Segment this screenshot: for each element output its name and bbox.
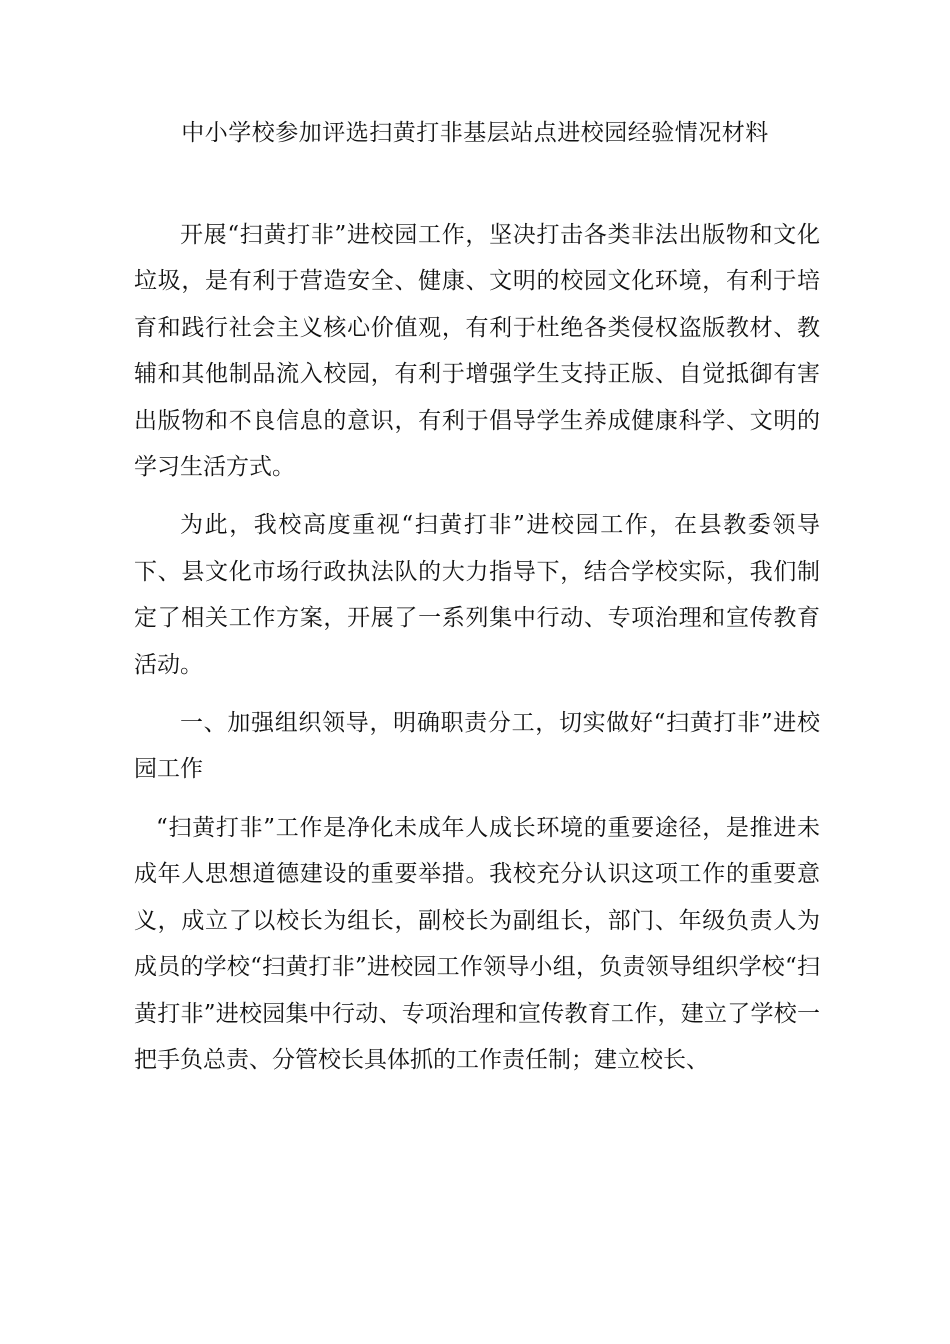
paragraph-intro: 开展“扫黄打非”进校园工作，坚决打击各类非法出版物和文化垃圾，是有利于营造安全、健康、文明的校园文化环境，有利于培育和践行社会主义核心价值观，有利于杜绝各类侵权盗版教材、教辅和其他制品流入校园，有利于增强学生支持正版、自觉抵御有害出版物和不良信息的意识，有利于倡导学生养成健康科学、文明的学习生活方式。 [134, 222, 820, 481]
section-heading-1: 一、加强组织领导，明确职责分工，切实做好“扫黄打非”进校园工作 [134, 710, 820, 783]
document-title: 中小学校参加评选扫黄打非基层站点进校园经验情况材料 [181, 120, 769, 146]
document-body [134, 212, 820, 1095]
paragraph-organization: “扫黄打非”工作是净化未成年人成长环境的重要途径，是推进未成年人思想道德建设的重要举措。我校充分认识这项工作的重要意义，成立了以校长为组长，副校长为副组长，部门、年级负责人为成员的学校“扫黄打非”进校园工作领导小组，负责领导组织学校“扫黄打非”进校园集中行动、专项治理和宣传教育工作，建立了学校一把手负总责、分管校长具体抓的工作责任制；建立校长、 [134, 814, 820, 1073]
paragraph-measures: 为此，我校高度重视“扫黄打非”进校园工作，在县教委领导下、县文化市场行政执法队的大力指导下，结合学校实际，我们制定了相关工作方案，开展了一系列集中行动、专项治理和宣传教育活动。 [134, 512, 820, 678]
